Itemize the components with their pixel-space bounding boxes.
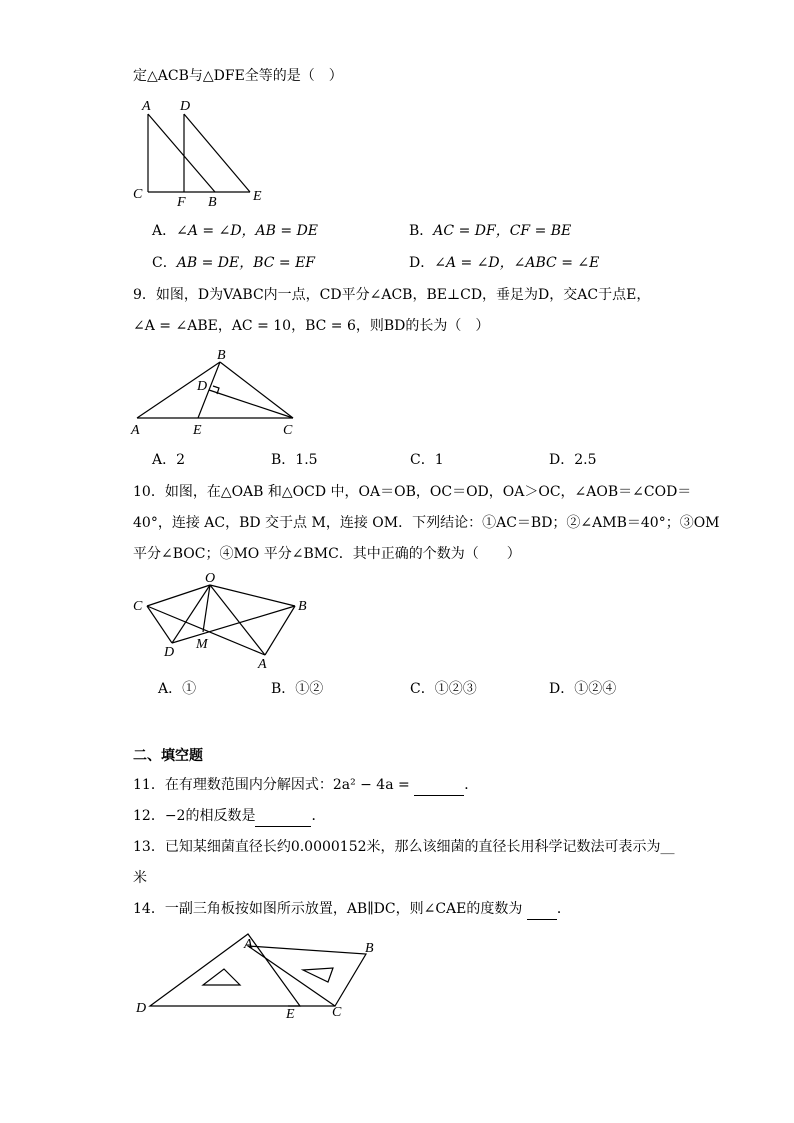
q9-segment-bc [220, 362, 293, 418]
q14-label-a: A [244, 937, 253, 952]
q8-option-c[interactable]: C．AB = DE，BC = EF [152, 255, 316, 271]
q14-inner-triangle-right [303, 968, 333, 982]
q11-answer-blank[interactable] [414, 775, 464, 796]
q10-line1: 10．如图，在△OAB 和△OCD 中，OA＝OB，OC＝OD，OA＞OC，∠AOB＝∠COD＝ [133, 484, 692, 500]
q10-label-a: A [258, 657, 267, 672]
q9-label-a: A [131, 423, 140, 438]
q10-segment-oc [147, 585, 210, 606]
q10-segment-om [203, 585, 210, 632]
q10-label-c: C [133, 599, 143, 614]
q8-label-a: A [142, 99, 151, 114]
q10-option-d[interactable]: D．①②④ [549, 681, 617, 697]
q10-segment-oa [210, 585, 265, 655]
q14-label-c: C [332, 1005, 342, 1020]
q14-label-b: B [365, 941, 374, 956]
q14-figure [128, 926, 378, 1021]
q10-label-b: B [298, 599, 307, 614]
q14-label-e: E [286, 1007, 295, 1022]
q9-segment-ab [137, 362, 220, 418]
q8-segment-ab [148, 114, 215, 192]
q9-option-a[interactable]: A．2 [152, 452, 186, 468]
q13-line1: 13．已知某细菌直径长约0.0000152米，那么该细菌的直径长用科学记数法可表示为__ [133, 839, 675, 855]
q8-stem: 定△ACB与△DFE全等的是（ ） [133, 68, 343, 84]
q10-label-o: O [205, 571, 216, 586]
q10-figure [125, 568, 325, 674]
q9-label-d: D [197, 379, 208, 394]
q8-label-f: F [177, 195, 186, 210]
q14-answer-blank[interactable] [527, 899, 557, 920]
q10-option-c[interactable]: C．①②③ [410, 681, 477, 697]
q8-option-d[interactable]: D．∠A = ∠D，∠ABC = ∠E [409, 255, 600, 271]
q12-text: 12．−2的相反数是 ． [133, 806, 325, 827]
q8-label-d: D [180, 99, 191, 114]
q9-figure [125, 346, 315, 438]
q9-line2: ∠A = ∠ABE，AC = 10，BC = 6，则BD的长为（ ） [133, 318, 490, 334]
q12-answer-blank[interactable] [255, 806, 311, 827]
q9-option-b[interactable]: B．1.5 [271, 452, 318, 468]
q9-option-d[interactable]: D．2.5 [549, 452, 597, 468]
q10-option-b[interactable]: B．①② [271, 681, 324, 697]
q10-segment-od [172, 585, 210, 643]
q8-option-a[interactable]: A．∠A = ∠D，AB = DE [152, 223, 319, 239]
q8-option-b[interactable]: B．AC = DF，CF = BE [409, 223, 572, 239]
q9-option-c[interactable]: C．1 [410, 452, 444, 468]
q13-line2: 米 [133, 870, 147, 886]
q9-line1: 9．如图，D为VABC内一点，CD平分∠ACB，BE⊥CD，垂足为D，交AC于点E， [133, 287, 651, 303]
q9-label-b: B [217, 348, 226, 363]
q8-label-e: E [253, 189, 262, 204]
q8-label-c: C [133, 187, 143, 202]
q10-option-a[interactable]: A．① [158, 681, 197, 697]
q14-label-d: D [136, 1001, 147, 1016]
q10-line2: 40°，连接 AC，BD 交于点 M，连接 OM．下列结论：①AC＝BD；②∠AMB＝40°；③OM [133, 515, 720, 531]
q10-line3: 平分∠BOC；④MO 平分∠BMC．其中正确的个数为（ ） [133, 546, 521, 562]
q14-outer-triangle-right [248, 946, 366, 1006]
q11-text: 11．在有理数范围内分解因式：2a² − 4a = ． [133, 775, 478, 796]
q8-segment-de [184, 114, 250, 192]
q10-label-d: D [164, 645, 175, 660]
q9-label-c: C [283, 423, 293, 438]
q8-label-b: B [208, 195, 217, 210]
q9-segment-dc [209, 390, 293, 418]
section-title-fill-in: 二、填空题 [133, 748, 203, 764]
q10-label-m: M [196, 637, 208, 652]
q10-segment-ob [210, 585, 295, 606]
q14-inner-triangle-left [203, 969, 240, 985]
q14-text: 14．一副三角板按如图所示放置，AB∥DC，则∠CAE的度数为 ． [133, 899, 571, 920]
q8-figure [120, 96, 280, 211]
q9-label-e: E [193, 423, 202, 438]
